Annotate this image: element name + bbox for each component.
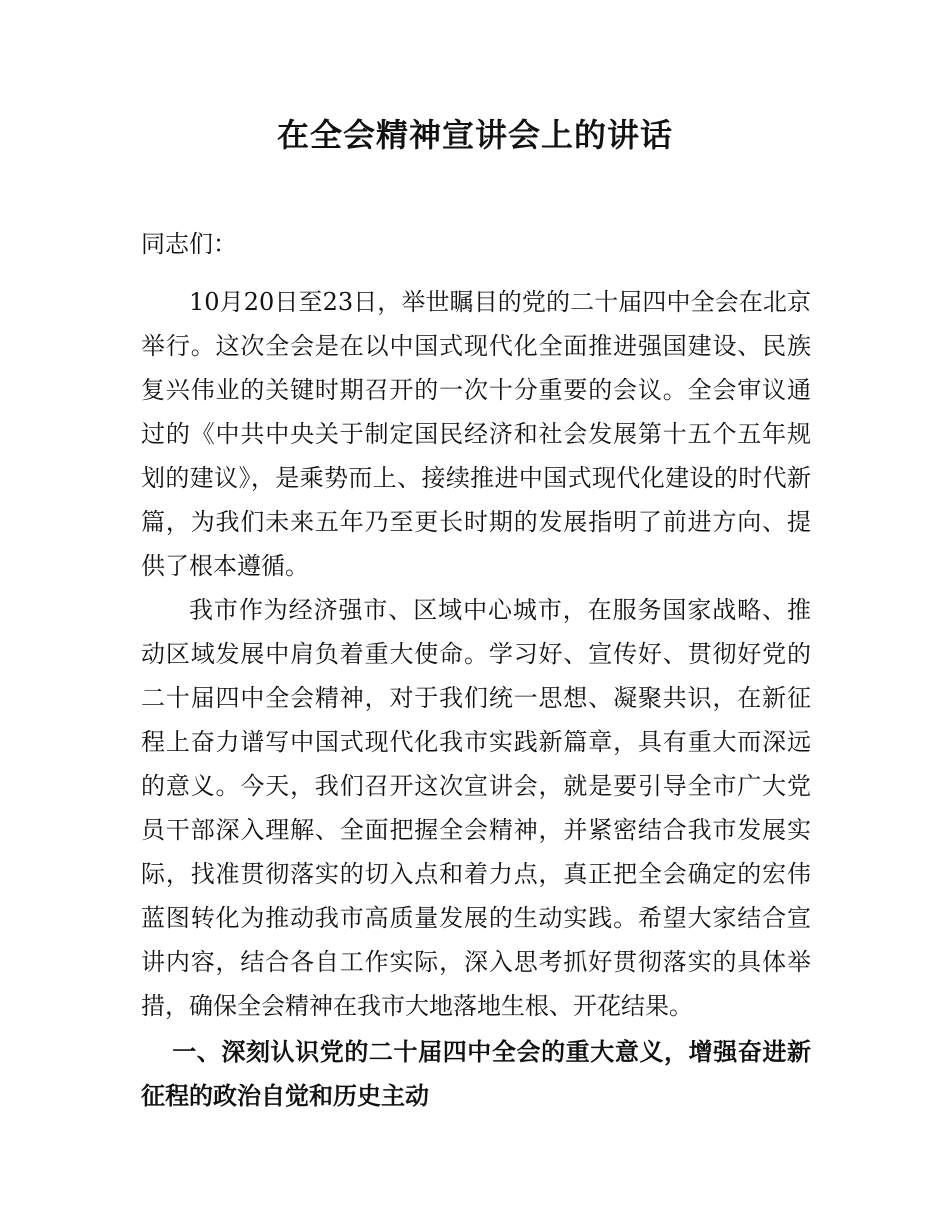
paragraph-2: 我市作为经济强市、区域中心城市，在服务国家战略、推动区域发展中肩负着重大使命。学习好、宣传好、贯彻好党的二十届四中全会精神，对于我们统一思想、凝聚共识，在新征程上奋力谱写中国式现代化我市实践新篇章，具有重大而深远的意义。今天，我们召开这次宣讲会，就是要引导全市广大党员干部深入理解、全面把握全会精神，并紧密结合我市发展实际，找准贯彻落实的切入点和着力点，真正把全会确定的宏伟蓝图转化为推动我市高质量发展的生动实践。希望大家结合宣讲内容，结合各自工作实际，深入思考抓好贯彻落实的具体举措，确保全会精神在我市大地落地生根、开花结果。 (141, 596, 811, 1020)
document-title: 在全会精神宣讲会上的讲话 (276, 116, 673, 154)
paragraph-1: 10月20日至23日，举世瞩目的党的二十届四中全会在北京举行。这次全会是在以中国式现代化全面推进强国建设、民族复兴伟业的关键时期召开的一次十分重要的会议。全会审议通过的《中共中央关于制定国民经济和社会发展第十五个五年规划的建议》，是乘势而上、接续推进中国式现代化建设的时代新篇，为我们未来五年乃至更长时期的发展指明了前进方向、提供了根本遵循。 (141, 288, 811, 580)
section-heading: 一、深刻认识党的二十届四中全会的重大意义，增强奋进新征程的政治自觉和历史主动 (141, 1038, 811, 1110)
salutation: 同志们： (141, 230, 237, 258)
